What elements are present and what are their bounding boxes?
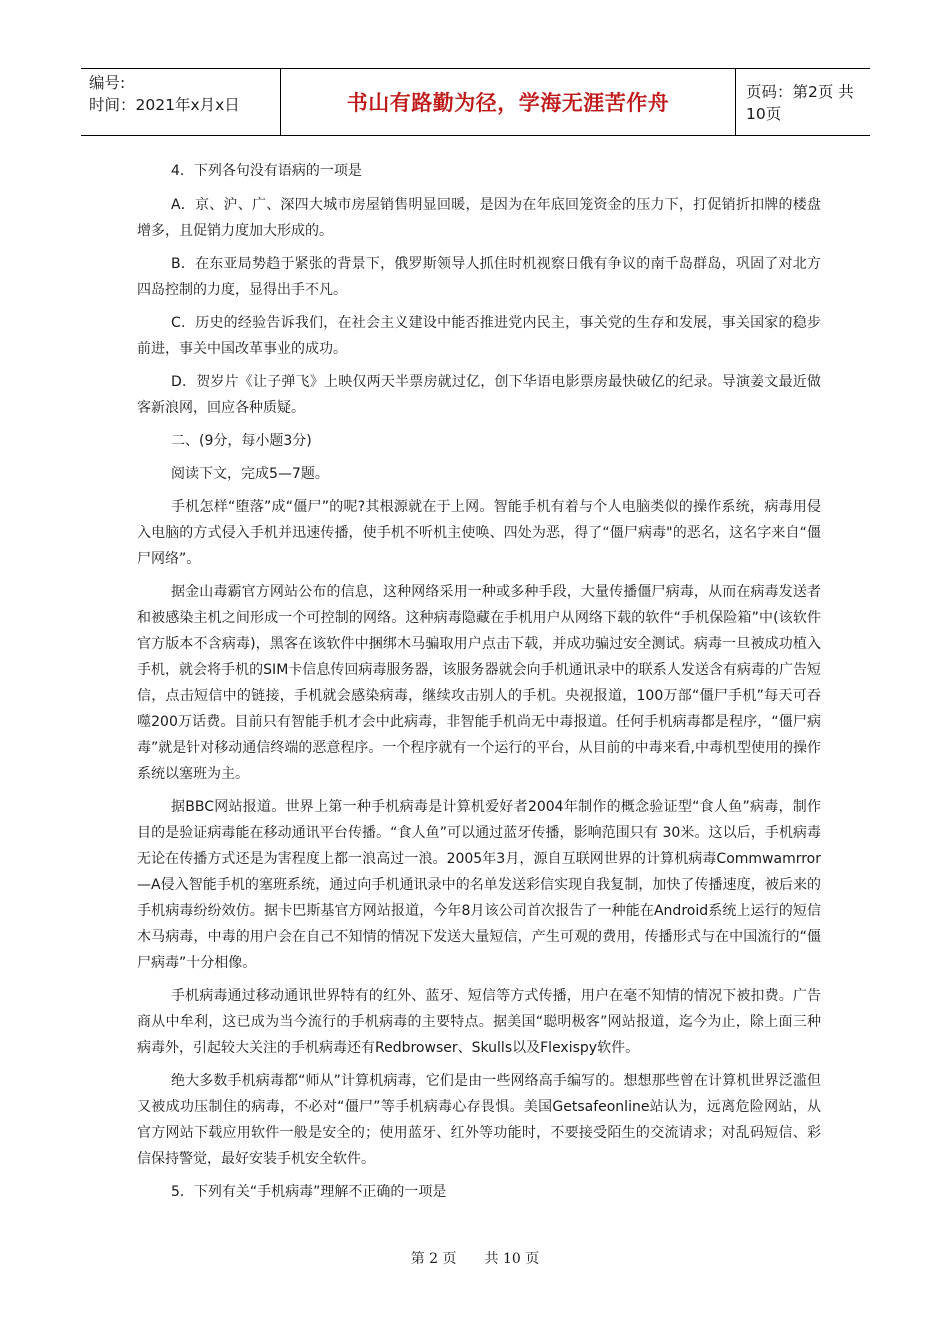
article-paragraph: 据BBC网站报道。世界上第一种手机病毒是计算机爱好者2004年制作的概念验证型“食人鱼”病毒，制作目的是验证病毒能在移动通讯平台传播。“食人鱼”可以通过蓝牙传播，影响范围只有 30米。这以后，手机病毒无论在传播方式还是为害程度上都一浪高过一浪。2005年3月，源自互联网世界的计算机病毒Commwamrror—A侵入智能手机的塞班系统，通过向手机通讯录中的名单发送彩信实现自我复制，加快了传播速度，被后来的手机病毒纷纷效仿。据卡巴斯基官方网站报道，今年8月该公司首次报告了一种能在Android系统上运行的短信木马病毒，中毒的用户会在自己不知情的情况下发送大量短信，产生可观的费用，传播形式与在中国流行的“僵尸病毒”十分相像。 — [137, 799, 821, 971]
page-footer — [0, 1248, 950, 1268]
page-header — [81, 68, 870, 136]
article-paragraph: 绝大多数手机病毒都“师从”计算机病毒，它们是由一些网络高手编写的。想想那些曾在计算机世界泛滥但又被成功压制住的病毒，不必对“僵尸”等手机病毒心存畏惧。美国Getsafeonline站认为，远离危险网站，从官方网站下载应用软件一般是安全的；使用蓝牙、红外等功能时，不要接受陌生的交流请求；对乱码短信、彩信保持警觉，最好安装手机安全软件。 — [137, 1073, 821, 1167]
article-paragraph: 据金山毒霸官方网站公布的信息，这种网络采用一种或多种手段，大量传播僵尸病毒，从而在病毒发送者和被感染主机之间形成一个可控制的网络。这种病毒隐藏在手机用户从网络下载的软件“手机保险箱”中(该软件官方版本不含病毒)，黑客在该软件中捆绑木马骗取用户点击下载，并成功骗过安全测试。病毒一旦被成功植入手机，就会将手机的SIM卡信息传回病毒服务器，该服务器就会向手机通讯录中的联系人发送含有病毒的广告短信，点击短信中的链接，手机就会感染病毒，继续攻击别人的手机。央视报道，100万部“僵尸手机”每天可吞噬200万话费。目前只有智能手机才会中此病毒，非智能手机尚无中毒报道。任何手机病毒都是程序，“僵尸病毒”就是针对移动通信终端的恶意程序。一个程序就有一个运行的平台，从目前的中毒来看,中毒机型使用的操作系统以塞班为主。 — [137, 584, 821, 782]
option-a: A．京、沪、广、深四大城市房屋销售明显回暖，是因为在年底回笼资金的压力下，打促销折扣牌的楼盘增多，且促销力度加大形成的。 — [137, 197, 821, 239]
option-d: D．贺岁片《让子弹飞》上映仅两天半票房就过亿，创下华语电影票房最快破亿的纪录。导演姜文最近做客新浪网，回应各种质疑。 — [137, 374, 821, 416]
footer-page-number: 第 2 页 — [410, 1251, 457, 1267]
reading-instruction: 阅读下文，完成5—7题。 — [171, 466, 329, 482]
article-paragraph: 手机病毒通过移动通讯世界特有的红外、蓝牙、短信等方式传播，用户在毫不知情的情况下被扣费。广告商从中牟利，这已成为当今流行的手机病毒的主要特点。据美国“聪明极客”网站报道，迄今为止，除上面三种病毒外，引起较大关注的手机病毒还有Redbrowser、Skulls以及Flexispy软件。 — [137, 988, 821, 1056]
number-label: 编号: — [89, 74, 126, 92]
footer-total-pages: 共 10 页 — [484, 1251, 540, 1267]
article-paragraph: 手机怎样“堕落”成“僵尸”的呢?其根源就在于上网。智能手机有着与个人电脑类似的操作系统，病毒用侵入电脑的方式侵入手机并迅速传播，使手机不听机主使唤、四处为恶，得了“僵尸病毒"的恶名，这名字来自“僵尸网络”。 — [137, 499, 821, 567]
option-b: B．在东亚局势趋于紧张的背景下，俄罗斯领导人抓住时机视察日俄有争议的南千岛群岛，巩固了对北方四岛控制的力度，显得出手不凡。 — [137, 256, 821, 298]
option-c: C．历史的经验告诉我们，在社会主义建设中能否推进党内民主，事关党的生存和发展，事关国家的稳步前进，事关中国改革事业的成功。 — [137, 315, 821, 357]
question-5: 5．下列有关“手机病毒”理解不正确的一项是 — [171, 1184, 447, 1200]
motto-text: 书山有路勤为径，学海无涯苦作舟 — [346, 90, 670, 115]
header-meta-cell — [81, 69, 280, 135]
document-body — [137, 158, 821, 1212]
header-page-cell — [736, 69, 870, 135]
time-label: 时间：2021年x月x日 — [89, 96, 240, 114]
section-heading: 二、(9分，每小题3分) — [171, 433, 312, 449]
header-motto-cell — [280, 69, 736, 135]
question-4: 4．下列各句没有语病的一项是 — [171, 163, 362, 179]
page-info: 页码：第2页 共10页 — [746, 83, 854, 123]
